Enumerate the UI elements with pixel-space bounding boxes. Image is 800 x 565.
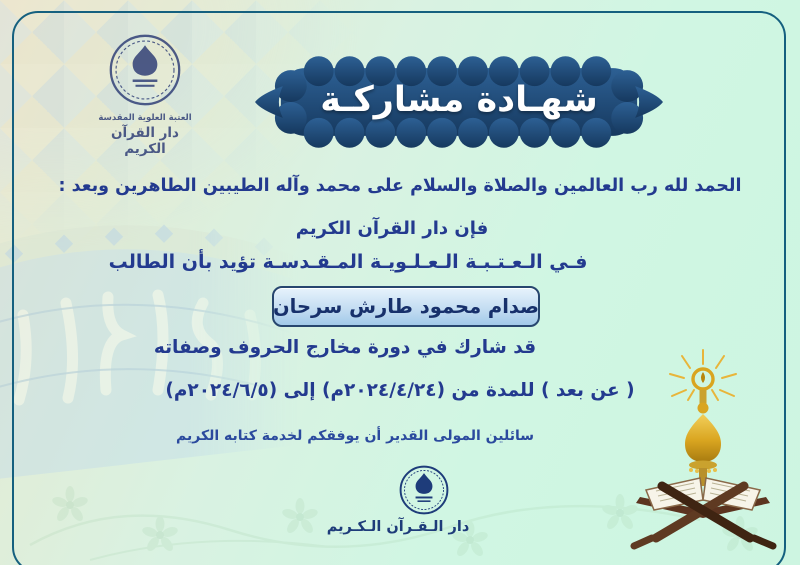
title-banner [255,46,663,158]
preamble-line: الحمد لله رب العالمين والصلاة والسلام على محمد وآله الطيبين الطاهرين وبعد : [58,176,742,196]
quran-stand-icon [626,340,780,552]
footer-org-name: دار الـقـرآن الـكـريم [326,519,470,535]
header-logo [91,32,199,157]
shrine-seal-icon [398,464,450,516]
issuer-line: فإن دار القرآن الكريم [295,218,489,239]
period-line: ( عن بعد ) للمدة من (٢٠٢٤/٤/٢٤م) إلى (٢٠٢٤/٦/٥م) [165,380,635,401]
footer-seal [398,464,450,520]
attestation-line: فـي الـعـتـبـة الـعـلـويـة المـقـدسـة تؤيد بأن الطالب [108,251,588,273]
student-name-box [272,286,540,327]
closing-line: سائلين المولى القدير أن يوفقكم لخدمة كتابه الكريم [176,428,534,444]
certificate-title: شهـادة مشاركـة [320,80,598,120]
shrine-seal-icon [107,32,183,108]
student-name: صدام محمود طارش سرحان [272,295,540,318]
header-shrine-name: العتبة العلوية المقدسة [98,113,192,123]
header-org-name: دار القرآن الكريم [111,125,179,157]
course-line: قد شارك في دورة مخارج الحروف وصفاته [153,337,537,358]
